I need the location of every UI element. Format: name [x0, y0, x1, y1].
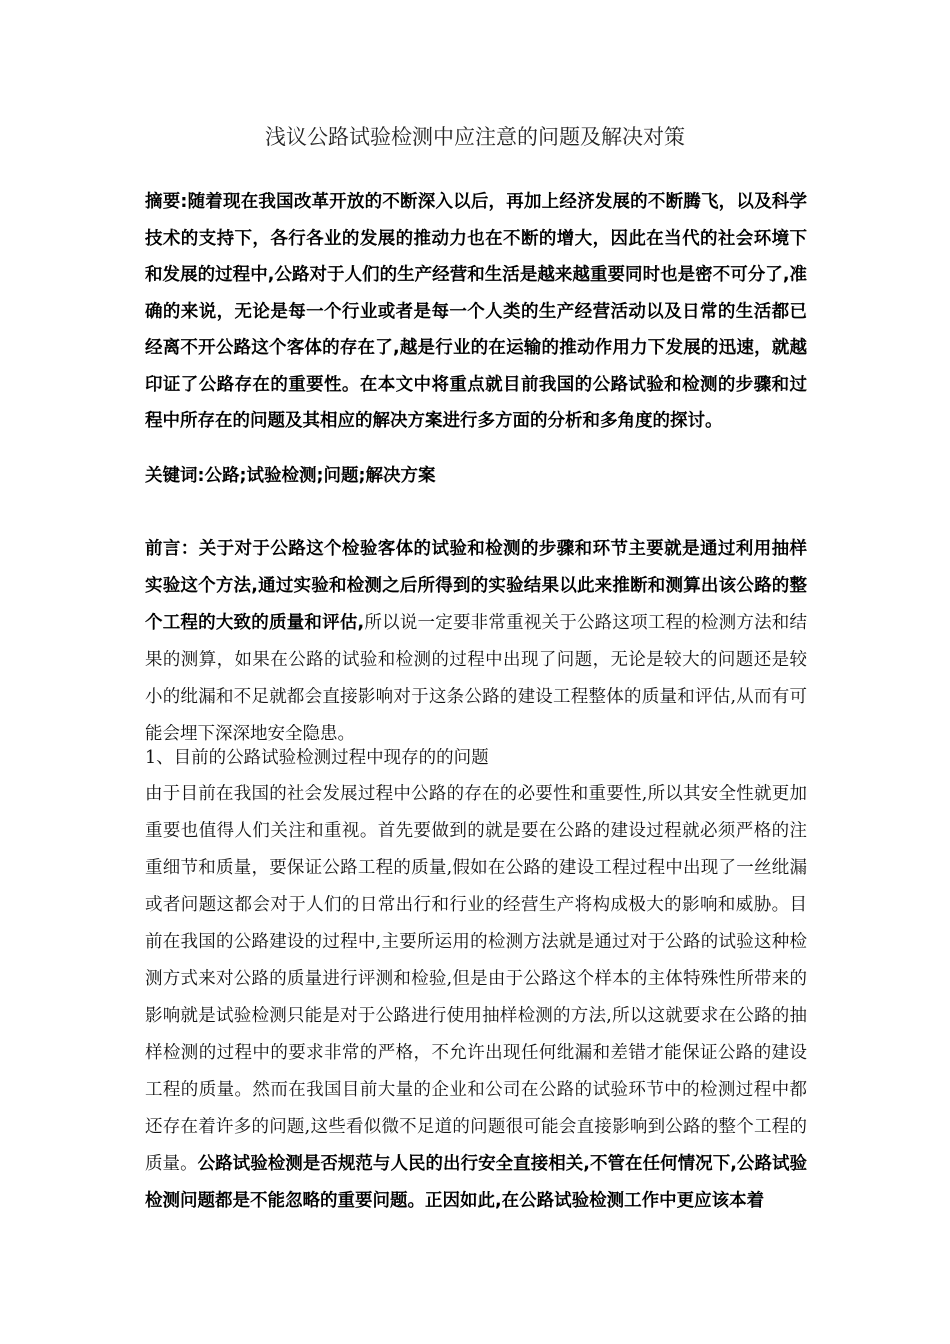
preface-normal-text: 所以说一定要非常重视关于公路这项工程的检测方法和结果的测算，如果在公路的试验和检测的过程中出现了问题，无论是较大的问题还是较小的纰漏和不足就都会直接影响对于这条公路的建设工程整体的质量和评估,从而有可能会埋下深深地安全隐患。 — [145, 613, 808, 744]
section-1-bold-text: 公路试验检测是否规范与人民的出行安全直接相关,不管在任何情况下,公路试验检测问题都是不能忽略的重要问题。正因如此,在公路试验检测工作中更应该本着 — [145, 1154, 808, 1211]
document-title: 浅议公路试验检测中应注意的问题及解决对策 — [265, 125, 685, 149]
keywords-line: 关键词:公路;试验检测;问题;解决方案 — [145, 466, 436, 486]
preface-paragraph — [145, 531, 807, 753]
abstract-paragraph: 摘要:随着现在我国改革开放的不断深入以后，再加上经济发展的不断腾飞，以及科学技术的支持下，各行各业的发展的推动力也在不断的增大，因此在当代的社会环境下和发展的过程中,公路对于人们的生产经营和生活是越来越重要同时也是密不可分了,准确的来说，无论是每一个行业或者是每一个人类的生产经营活动以及日常的生活都已经离不开公路这个客体的存在了,越是行业的在运输的推动作用力下发展的迅速，就越印证了公路存在的重要性。在本文中将重点就目前我国的公路试验和检测的步骤和过程中所存在的问题及其相应的解决方案进行多方面的分析和多角度的探讨。 — [145, 192, 807, 431]
section-1-paragraph — [145, 776, 807, 1220]
section-1-normal-text: 由于目前在我国的社会发展过程中公路的存在的必要性和重要性,所以其安全性就更加重要也值得人们关注和重视。首先要做到的就是要在公路的建设过程就必须严格的注重细节和质量，要保证公路工程的质量,假如在公路的建设工程过程中出现了一丝纰漏或者问题这都会对于人们的日常出行和行业的经营生产将构成极大的影响和威胁。目前在我国的公路建设的过程中,主要所运用的检测方法就是通过对于公路的试验这种检测方式来对公路的质量进行评测和检验,但是由于公路这个样本的主体特殊性所带来的影响就是试验检测只能是对于公路进行使用抽样检测的方法,所以这就要求在公路的抽样检测的过程中的要求非常的严格，不允许出现任何纰漏和差错才能保证公路的建设工程的质量。然而在我国目前大量的企业和公司在公路的试验环节中的检测过程中都还存在着许多的问题,这些看似微不足道的问题很可能会直接影响到公路的整个工程的质量。 — [145, 784, 807, 1174]
preface-bold-text: 前言：关于对于公路这个检验客体的试验和检测的步骤和环节主要就是通过利用抽样实验这个方法,通过实验和检测之后所得到的实验结果以此来推断和测算出该公路的整个工程的大致的质量和评估, — [145, 539, 807, 633]
section-1-heading: 1、目前的公路试验检测过程中现存的的问题 — [145, 748, 489, 768]
